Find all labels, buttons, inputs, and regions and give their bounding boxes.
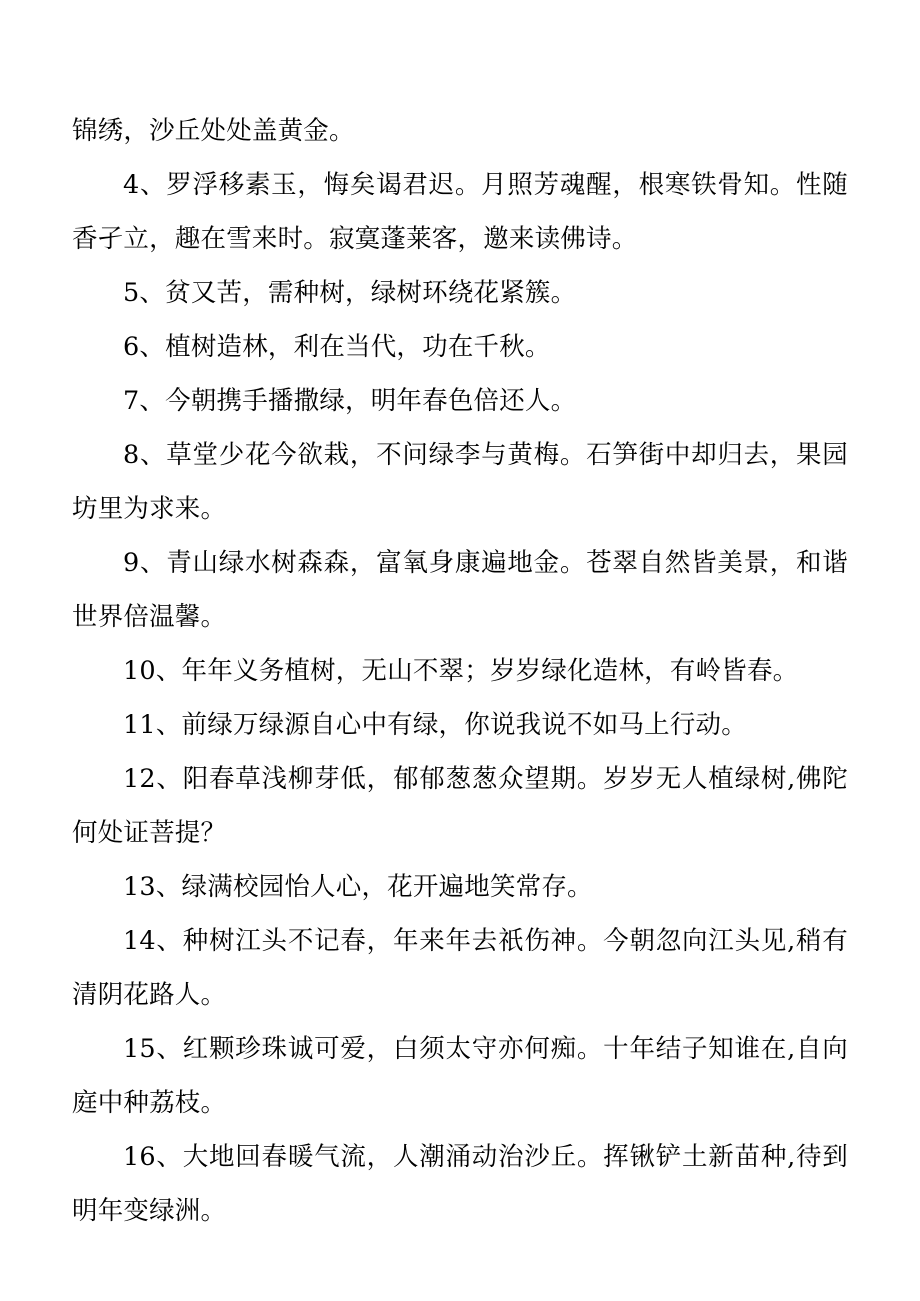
paragraph-item-11: 11、前绿万绿源自心中有绿，你说我说不如马上行动。 [123, 710, 747, 740]
paragraph-item-15: 15、红颗珍珠诚可爱，白须太守亦何痴。十年结子知谁在,自向庭中种荔枝。 [72, 1034, 848, 1118]
paragraph-item-6: 6、植树造林，利在当代，功在千秋。 [123, 332, 551, 362]
paragraph-item-14: 14、种树江头不记春，年来年去祇伤神。今朝忽向江头见,稍有清阴花路人。 [72, 926, 848, 1010]
paragraph-item-5: 5、贫又苦，需种树，绿树环绕花紧簇。 [123, 278, 577, 308]
paragraph-item-16: 16、大地回春暖气流，人潮涌动治沙丘。挥锹铲土新苗种,待到明年变绿洲。 [72, 1142, 848, 1226]
document-body [72, 104, 848, 1238]
paragraph-item-12: 12、阳春草浅柳芽低，郁郁葱葱众望期。岁岁无人植绿树,佛陀何处证菩提？ [72, 764, 848, 848]
paragraph-item-8: 8、草堂少花今欲栽，不问绿李与黄梅。石笋街中却归去，果园坊里为求来。 [72, 440, 848, 524]
paragraph-item-10: 10、年年义务植树，无山不翠；岁岁绿化造林，有岭皆春。 [123, 656, 799, 686]
paragraph-item-7: 7、今朝携手播撒绿，明年春色倍还人。 [123, 386, 577, 416]
paragraph-item-13: 13、绿满校园怡人心，花开遍地笑常存。 [123, 872, 593, 902]
paragraph-item-4: 4、罗浮移素玉，悔矣谒君迟。月照芳魂醒，根寒铁骨知。性随香孑立，趣在雪来时。寂寞蓬莱客，邀来读佛诗。 [72, 170, 848, 254]
paragraph-item-9: 9、青山绿水树森森，富氧身康遍地金。苍翠自然皆美景，和谐世界倍温馨。 [72, 548, 848, 632]
paragraph-continuation: 锦绣，沙丘处处盖黄金。 [72, 116, 355, 146]
